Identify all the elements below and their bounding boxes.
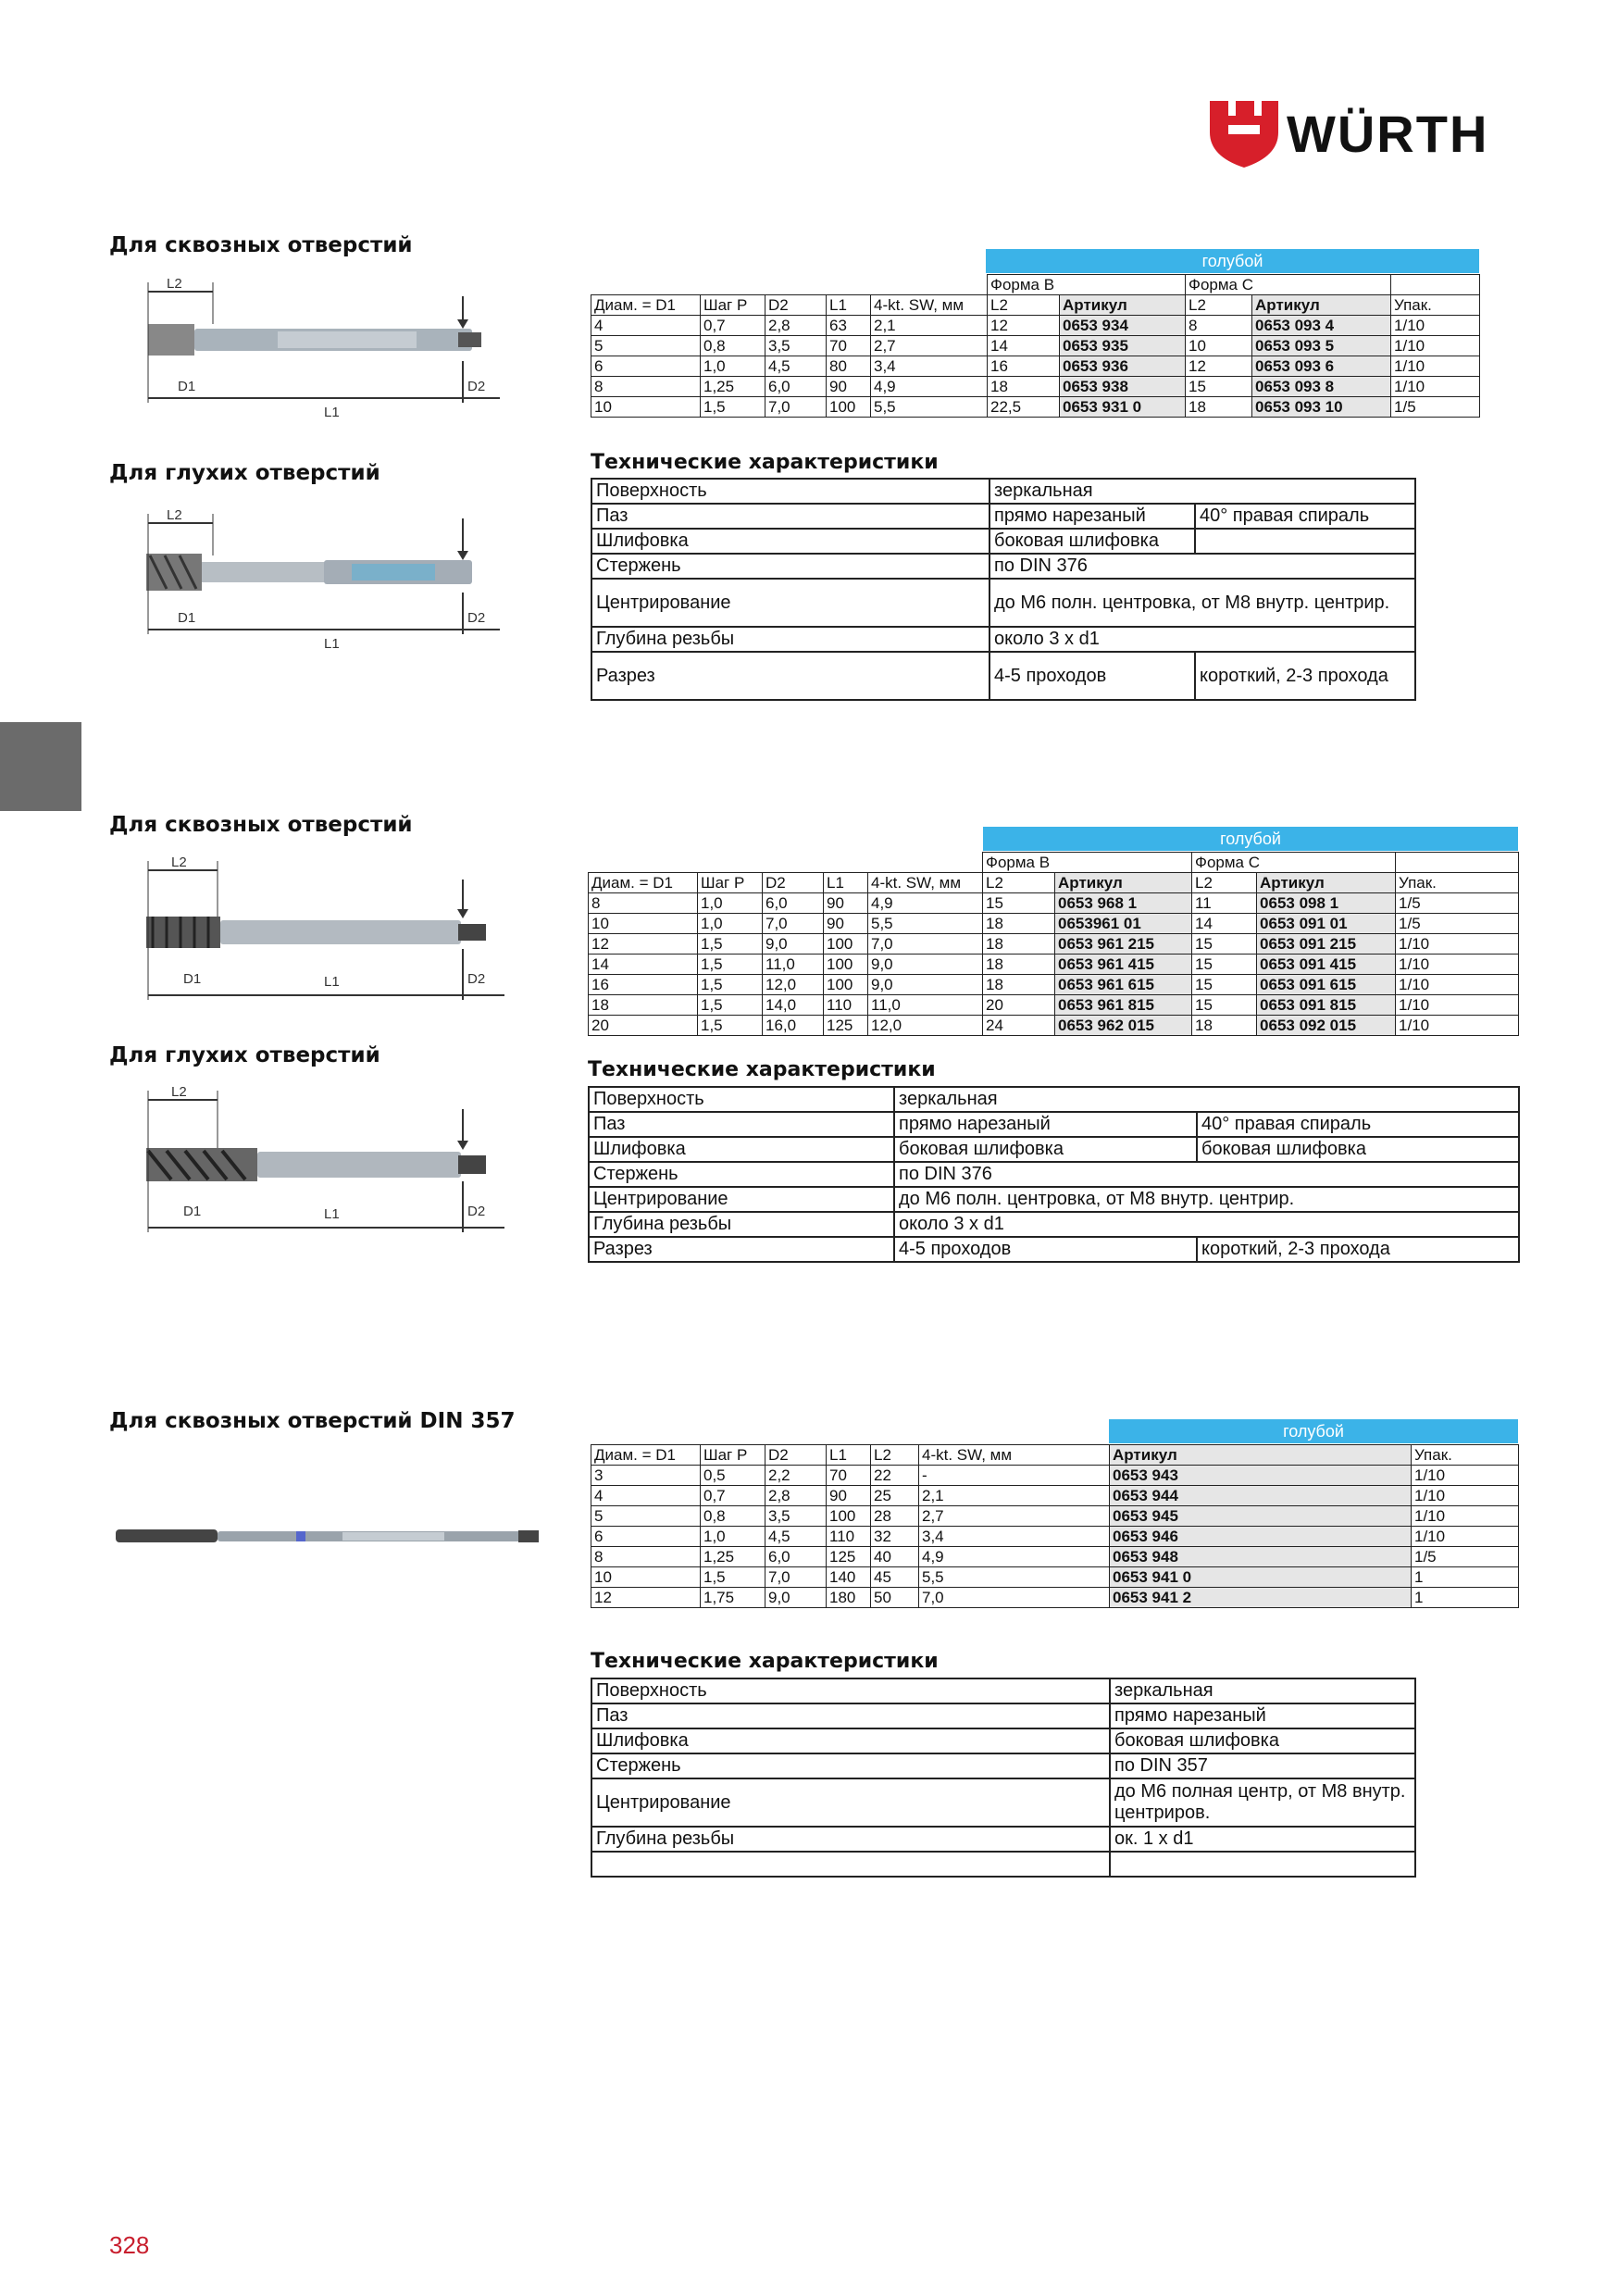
form-c-label: Форма C xyxy=(1192,853,1396,873)
table-cell: 1,5 xyxy=(698,995,763,1016)
article-number-cell: 0653 944 xyxy=(1110,1486,1412,1506)
tech-row: Глубина резьбы около 3 x d1 xyxy=(591,627,1415,652)
tap-drawing-blind-2 xyxy=(139,1081,528,1239)
table-cell: 100 xyxy=(824,955,868,975)
table-cell: 110 xyxy=(824,995,868,1016)
tech-title-3: Технические характеристики xyxy=(591,1650,939,1673)
table-cell: 1/5 xyxy=(1391,397,1480,418)
table-cell: 100 xyxy=(827,397,871,418)
table-cell: 18 xyxy=(983,934,1055,955)
article-number-cell: 0653 091 615 xyxy=(1257,975,1396,995)
table-cell: 90 xyxy=(827,1486,871,1506)
svg-text:D2: D2 xyxy=(467,1204,486,1219)
table-row xyxy=(591,1547,1519,1567)
article-number-cell: 0653 093 4 xyxy=(1252,316,1391,336)
side-tab xyxy=(0,722,81,811)
form-c-label: Форма C xyxy=(1186,275,1391,295)
table-cell: 1,75 xyxy=(701,1588,765,1608)
table-cell: 1/10 xyxy=(1412,1527,1519,1547)
col-header: D2 xyxy=(765,295,827,316)
table-cell: 1/10 xyxy=(1391,336,1480,356)
article-number-cell: 0653 968 1 xyxy=(1055,893,1192,914)
table-cell: 5 xyxy=(591,336,701,356)
tech-row: Разрез 4-5 проходов короткий, 2-3 прохода xyxy=(591,652,1415,700)
tap-drawing-din357 xyxy=(111,1518,546,1555)
table-cell: 2,8 xyxy=(765,316,827,336)
label-l2: L2 xyxy=(167,276,182,292)
table-row xyxy=(589,893,1519,914)
table-cell: 100 xyxy=(827,1506,871,1527)
table-cell: 63 xyxy=(827,316,871,336)
article-number-cell: 0653 091 01 xyxy=(1257,914,1396,934)
table-cell: 1/10 xyxy=(1412,1466,1519,1486)
table-cell: 3,4 xyxy=(919,1527,1110,1547)
tech-row: Шлифовка боковая шлифовка xyxy=(591,529,1415,554)
tap-drawing-blind-1 xyxy=(139,505,518,657)
table-row xyxy=(591,377,1480,397)
table-cell: 2,7 xyxy=(871,336,988,356)
table-cell: 20 xyxy=(589,1016,698,1036)
table-cell: 18 xyxy=(983,975,1055,995)
article-number-cell: 0653 093 10 xyxy=(1252,397,1391,418)
table-cell: 100 xyxy=(824,975,868,995)
table-cell: 1 xyxy=(1412,1567,1519,1588)
tech-table-2: Поверхность зеркальная Паз прямо нарезаный 40° правая спираль Шлифовка боковая шлифовка боковая шлифовка Стержень по DIN 376 Центрирование до М6 полн. центровка, от М8 внутр. центрир. Глубина резьбы около 3 x d1 Разрез 4-5 проходов короткий, 2-3 прохода xyxy=(588,1086,1520,1263)
table-header-row: Диам. = D1 Шаг P D2 L1 L2 4-kt. SW, мм Артикул Упак. xyxy=(591,1445,1519,1466)
table-cell: 0,8 xyxy=(701,1506,765,1527)
tech-title-1: Технические характеристики xyxy=(591,451,939,474)
table-row xyxy=(589,934,1519,955)
table-cell: 1,0 xyxy=(698,893,763,914)
table-cell: 0,8 xyxy=(701,336,765,356)
article-number-cell: 0653 961 215 xyxy=(1055,934,1192,955)
table-cell: 1/10 xyxy=(1412,1506,1519,1527)
svg-text:L2: L2 xyxy=(171,855,187,870)
table-cell: 12 xyxy=(591,1588,701,1608)
tech-row: Центрирование до М6 полн. центровка, от М8 внутр. центрир. xyxy=(591,579,1415,627)
table-cell: 1 xyxy=(1412,1588,1519,1608)
tech-row: Стержень по DIN 376 xyxy=(591,554,1415,579)
table-cell: 16 xyxy=(988,356,1060,377)
col-header: 4-kt. SW, мм xyxy=(871,295,988,316)
table-cell: 1/5 xyxy=(1396,893,1519,914)
form-b-label: Форма B xyxy=(983,853,1192,873)
table-cell: 90 xyxy=(824,893,868,914)
wurth-logo xyxy=(1208,97,1523,171)
tech-table-3: Поверхность зеркальная Паз прямо нарезаный Шлифовка боковая шлифовка Стержень по DIN 357 Центрирование до М6 полная центр, от М8 внутр. центриров. Глубина резьбы ок. 1 x d1 xyxy=(591,1678,1416,1878)
article-table-1 xyxy=(591,274,1480,418)
table-cell: 12 xyxy=(988,316,1060,336)
table-cell: 40 xyxy=(871,1547,919,1567)
table-cell: 14,0 xyxy=(763,995,824,1016)
table-cell: 15 xyxy=(1192,934,1257,955)
table-cell: 10 xyxy=(1186,336,1252,356)
label-d2: D2 xyxy=(467,610,486,626)
table-cell: 2,7 xyxy=(919,1506,1110,1527)
table-cell: 3,5 xyxy=(765,336,827,356)
table-cell: 0,7 xyxy=(701,316,765,336)
table-cell: 4,9 xyxy=(871,377,988,397)
table-cell: 1,5 xyxy=(701,397,765,418)
table-cell: 20 xyxy=(983,995,1055,1016)
table-cell: 9,0 xyxy=(763,934,824,955)
table-cell: 0,5 xyxy=(701,1466,765,1486)
table-cell: 12,0 xyxy=(868,1016,983,1036)
table-cell: 90 xyxy=(827,377,871,397)
svg-text:D1: D1 xyxy=(183,971,202,987)
table-row xyxy=(591,1588,1519,1608)
table-cell: 3,5 xyxy=(765,1506,827,1527)
col-header: Упак. xyxy=(1391,295,1480,316)
article-number-cell: 0653 091 215 xyxy=(1257,934,1396,955)
article-number-cell: 0653 945 xyxy=(1110,1506,1412,1527)
table-cell: 100 xyxy=(824,934,868,955)
table-cell: 1/10 xyxy=(1396,975,1519,995)
table-cell: 18 xyxy=(988,377,1060,397)
article-number-cell: 0653 092 015 xyxy=(1257,1016,1396,1036)
table-cell: 0,7 xyxy=(701,1486,765,1506)
color-band-blue: голубой xyxy=(986,249,1479,273)
table-row xyxy=(591,356,1480,377)
table-cell: 1/10 xyxy=(1396,955,1519,975)
table-row xyxy=(591,1506,1519,1527)
table-header-row: Диам. = D1 Шаг P D2 L1 4-kt. SW, мм L2 Артикул L2 Артикул Упак. xyxy=(589,873,1519,893)
table-cell: 9,0 xyxy=(868,975,983,995)
table-row xyxy=(589,914,1519,934)
table-row xyxy=(591,1466,1519,1486)
table-cell: 80 xyxy=(827,356,871,377)
table-cell: 1,25 xyxy=(701,377,765,397)
table-cell: 1/10 xyxy=(1391,377,1480,397)
table-cell: 140 xyxy=(827,1567,871,1588)
section1-heading-through: Для сквозных отверстий xyxy=(109,233,413,257)
article-number-cell: 0653 941 2 xyxy=(1110,1588,1412,1608)
table-cell: 15 xyxy=(1186,377,1252,397)
table-cell: 50 xyxy=(871,1588,919,1608)
table-cell: 12 xyxy=(589,934,698,955)
table-cell: 1/5 xyxy=(1396,914,1519,934)
col-header: L1 xyxy=(827,295,871,316)
table-cell: 1,5 xyxy=(698,955,763,975)
table-cell: 70 xyxy=(827,1466,871,1486)
table-cell: 8 xyxy=(591,377,701,397)
label-l1: L1 xyxy=(324,636,340,652)
label-d1: D1 xyxy=(178,379,196,394)
article-number-cell: 0653 961 815 xyxy=(1055,995,1192,1016)
table-cell: 6,0 xyxy=(765,1547,827,1567)
table-cell: 18 xyxy=(983,914,1055,934)
table-cell: 9,0 xyxy=(868,955,983,975)
table-cell: 15 xyxy=(1192,955,1257,975)
article-number-cell: 0653 093 6 xyxy=(1252,356,1391,377)
table-cell: 25 xyxy=(871,1486,919,1506)
section2-heading-through: Для сквозных отверстий xyxy=(109,813,413,837)
table-cell: 125 xyxy=(827,1547,871,1567)
article-number-cell: 0653 962 015 xyxy=(1055,1016,1192,1036)
table-cell: 6,0 xyxy=(763,893,824,914)
table-cell: 70 xyxy=(827,336,871,356)
table-cell: 14 xyxy=(988,336,1060,356)
article-number-cell: 0653 931 0 xyxy=(1060,397,1186,418)
table-cell: 1/5 xyxy=(1412,1547,1519,1567)
table-cell: 28 xyxy=(871,1506,919,1527)
table-cell: 6 xyxy=(591,1527,701,1547)
table-cell: 1,5 xyxy=(698,1016,763,1036)
svg-text:L1: L1 xyxy=(324,1206,340,1222)
table-cell: 2,1 xyxy=(871,316,988,336)
table-cell: 3,4 xyxy=(871,356,988,377)
table-row xyxy=(591,1567,1519,1588)
table-cell: 1,5 xyxy=(698,975,763,995)
table-cell: 12 xyxy=(1186,356,1252,377)
table-cell: 1/10 xyxy=(1412,1486,1519,1506)
label-l2: L2 xyxy=(167,507,182,523)
table-cell: 22,5 xyxy=(988,397,1060,418)
table-row xyxy=(591,397,1480,418)
table-cell: 15 xyxy=(983,893,1055,914)
table-cell: 1/10 xyxy=(1396,934,1519,955)
table-cell: 6,0 xyxy=(765,377,827,397)
table-cell: 4,9 xyxy=(868,893,983,914)
table-cell: 18 xyxy=(983,955,1055,975)
table-cell: 12,0 xyxy=(763,975,824,995)
col-header: L2 xyxy=(988,295,1060,316)
table-cell: 4 xyxy=(591,1486,701,1506)
article-number-cell: 0653 934 xyxy=(1060,316,1186,336)
tech-table-1 xyxy=(591,478,1416,701)
table-cell: 7,0 xyxy=(919,1588,1110,1608)
table-cell: 10 xyxy=(591,1567,701,1588)
table-cell: - xyxy=(919,1466,1110,1486)
article-table-2 xyxy=(588,852,1519,1036)
table-cell: 3 xyxy=(591,1466,701,1486)
table-header-row xyxy=(591,295,1480,316)
table-cell: 180 xyxy=(827,1588,871,1608)
wurth-emblem-icon xyxy=(1208,97,1282,171)
article-number-cell: 0653 093 8 xyxy=(1252,377,1391,397)
section1-heading-blind: Для глухих отверстий xyxy=(109,461,380,485)
table-cell: 1/10 xyxy=(1396,1016,1519,1036)
table-cell: 1,0 xyxy=(701,1527,765,1547)
table-cell: 5 xyxy=(591,1506,701,1527)
section2-heading-blind: Для глухих отверстий xyxy=(109,1043,380,1067)
table-cell: 6 xyxy=(591,356,701,377)
table-cell: 11,0 xyxy=(868,995,983,1016)
article-number-cell: 0653 091 415 xyxy=(1257,955,1396,975)
tech-title-2: Технические характеристики xyxy=(588,1058,936,1081)
col-header: L2 xyxy=(1186,295,1252,316)
table-row xyxy=(591,336,1480,356)
table-cell: 18 xyxy=(589,995,698,1016)
article-number-cell: 0653 936 xyxy=(1060,356,1186,377)
table-cell: 8 xyxy=(589,893,698,914)
svg-text:L2: L2 xyxy=(171,1084,187,1100)
table-cell: 1,5 xyxy=(698,934,763,955)
article-number-cell: 0653 948 xyxy=(1110,1547,1412,1567)
tap-drawing-through-2 xyxy=(139,852,528,1009)
col-header: Шаг P xyxy=(701,295,765,316)
table-cell: 90 xyxy=(824,914,868,934)
article-number-cell: 0653 938 xyxy=(1060,377,1186,397)
tech-row: Поверхность зеркальная xyxy=(591,479,1415,504)
table-cell: 15 xyxy=(1192,995,1257,1016)
article-number-cell: 0653 961 415 xyxy=(1055,955,1192,975)
table-cell: 2,1 xyxy=(919,1486,1110,1506)
article-table-3 xyxy=(591,1444,1519,1608)
article-number-cell: 0653 961 615 xyxy=(1055,975,1192,995)
table-cell: 16 xyxy=(589,975,698,995)
color-band-blue: голубой xyxy=(1109,1419,1518,1443)
table-cell: 15 xyxy=(1192,975,1257,995)
col-header: Артикул xyxy=(1060,295,1186,316)
table-cell: 4,5 xyxy=(765,1527,827,1547)
article-number-cell: 0653 941 0 xyxy=(1110,1567,1412,1588)
section3-heading-through: Для сквозных отверстий DIN 357 xyxy=(109,1409,516,1433)
tap-drawing-through-1 xyxy=(139,273,518,426)
label-d2: D2 xyxy=(467,379,486,394)
table-cell: 1,25 xyxy=(701,1547,765,1567)
table-cell: 125 xyxy=(824,1016,868,1036)
table-cell: 5,5 xyxy=(868,914,983,934)
col-header: Артикул xyxy=(1252,295,1391,316)
svg-text:L1: L1 xyxy=(324,974,340,990)
table-cell: 4,5 xyxy=(765,356,827,377)
brand-name: WÜRTH xyxy=(1287,105,1489,163)
table-cell: 45 xyxy=(871,1567,919,1588)
table-cell: 5,5 xyxy=(919,1567,1110,1588)
table-row xyxy=(591,1486,1519,1506)
table-cell: 9,0 xyxy=(765,1588,827,1608)
svg-text:D1: D1 xyxy=(183,1204,202,1219)
label-l1: L1 xyxy=(324,405,340,420)
table-cell: 4 xyxy=(591,316,701,336)
table-cell: 11 xyxy=(1192,893,1257,914)
table-cell: 7,0 xyxy=(763,914,824,934)
article-number-cell: 0653 098 1 xyxy=(1257,893,1396,914)
table-cell: 18 xyxy=(1192,1016,1257,1036)
table-cell: 10 xyxy=(589,914,698,934)
table-cell: 18 xyxy=(1186,397,1252,418)
table-cell: 1,0 xyxy=(701,356,765,377)
form-b-label: Форма B xyxy=(988,275,1186,295)
svg-text:D2: D2 xyxy=(467,971,486,987)
table-cell: 16,0 xyxy=(763,1016,824,1036)
table-cell: 32 xyxy=(871,1527,919,1547)
table-cell: 1,0 xyxy=(698,914,763,934)
table-cell: 1/10 xyxy=(1396,995,1519,1016)
table-cell: 14 xyxy=(1192,914,1257,934)
table-cell: 10 xyxy=(591,397,701,418)
col-header: Диам. = D1 xyxy=(591,295,701,316)
table-cell: 24 xyxy=(983,1016,1055,1036)
page-number: 328 xyxy=(109,2231,150,2259)
table-cell: 5,5 xyxy=(871,397,988,418)
tech-row: Паз прямо нарезаный 40° правая спираль xyxy=(591,504,1415,529)
table-cell: 8 xyxy=(591,1547,701,1567)
table-cell: 1/10 xyxy=(1391,356,1480,377)
label-d1: D1 xyxy=(178,610,196,626)
table-cell: 8 xyxy=(1186,316,1252,336)
table-cell: 7,0 xyxy=(765,397,827,418)
table-cell: 22 xyxy=(871,1466,919,1486)
table-cell: 110 xyxy=(827,1527,871,1547)
table-cell: 1,5 xyxy=(701,1567,765,1588)
table-cell: 1/10 xyxy=(1391,316,1480,336)
color-band-blue: голубой xyxy=(983,827,1518,851)
article-number-cell: 0653 093 5 xyxy=(1252,336,1391,356)
table-row xyxy=(589,975,1519,995)
table-cell: 14 xyxy=(589,955,698,975)
article-number-cell: 0653 091 815 xyxy=(1257,995,1396,1016)
article-number-cell: 0653 943 xyxy=(1110,1466,1412,1486)
table-row xyxy=(591,316,1480,336)
article-number-cell: 0653 946 xyxy=(1110,1527,1412,1547)
table-cell: 11,0 xyxy=(763,955,824,975)
table-row xyxy=(589,995,1519,1016)
table-row xyxy=(591,1527,1519,1547)
table-row xyxy=(589,1016,1519,1036)
table-cell: 7,0 xyxy=(868,934,983,955)
table-cell: 7,0 xyxy=(765,1567,827,1588)
table-cell: 4,9 xyxy=(919,1547,1110,1567)
table-cell: 2,8 xyxy=(765,1486,827,1506)
table-cell: 2,2 xyxy=(765,1466,827,1486)
article-number-cell: 0653 935 xyxy=(1060,336,1186,356)
article-number-cell: 0653961 01 xyxy=(1055,914,1192,934)
form-row xyxy=(591,275,1480,295)
table-row xyxy=(589,955,1519,975)
